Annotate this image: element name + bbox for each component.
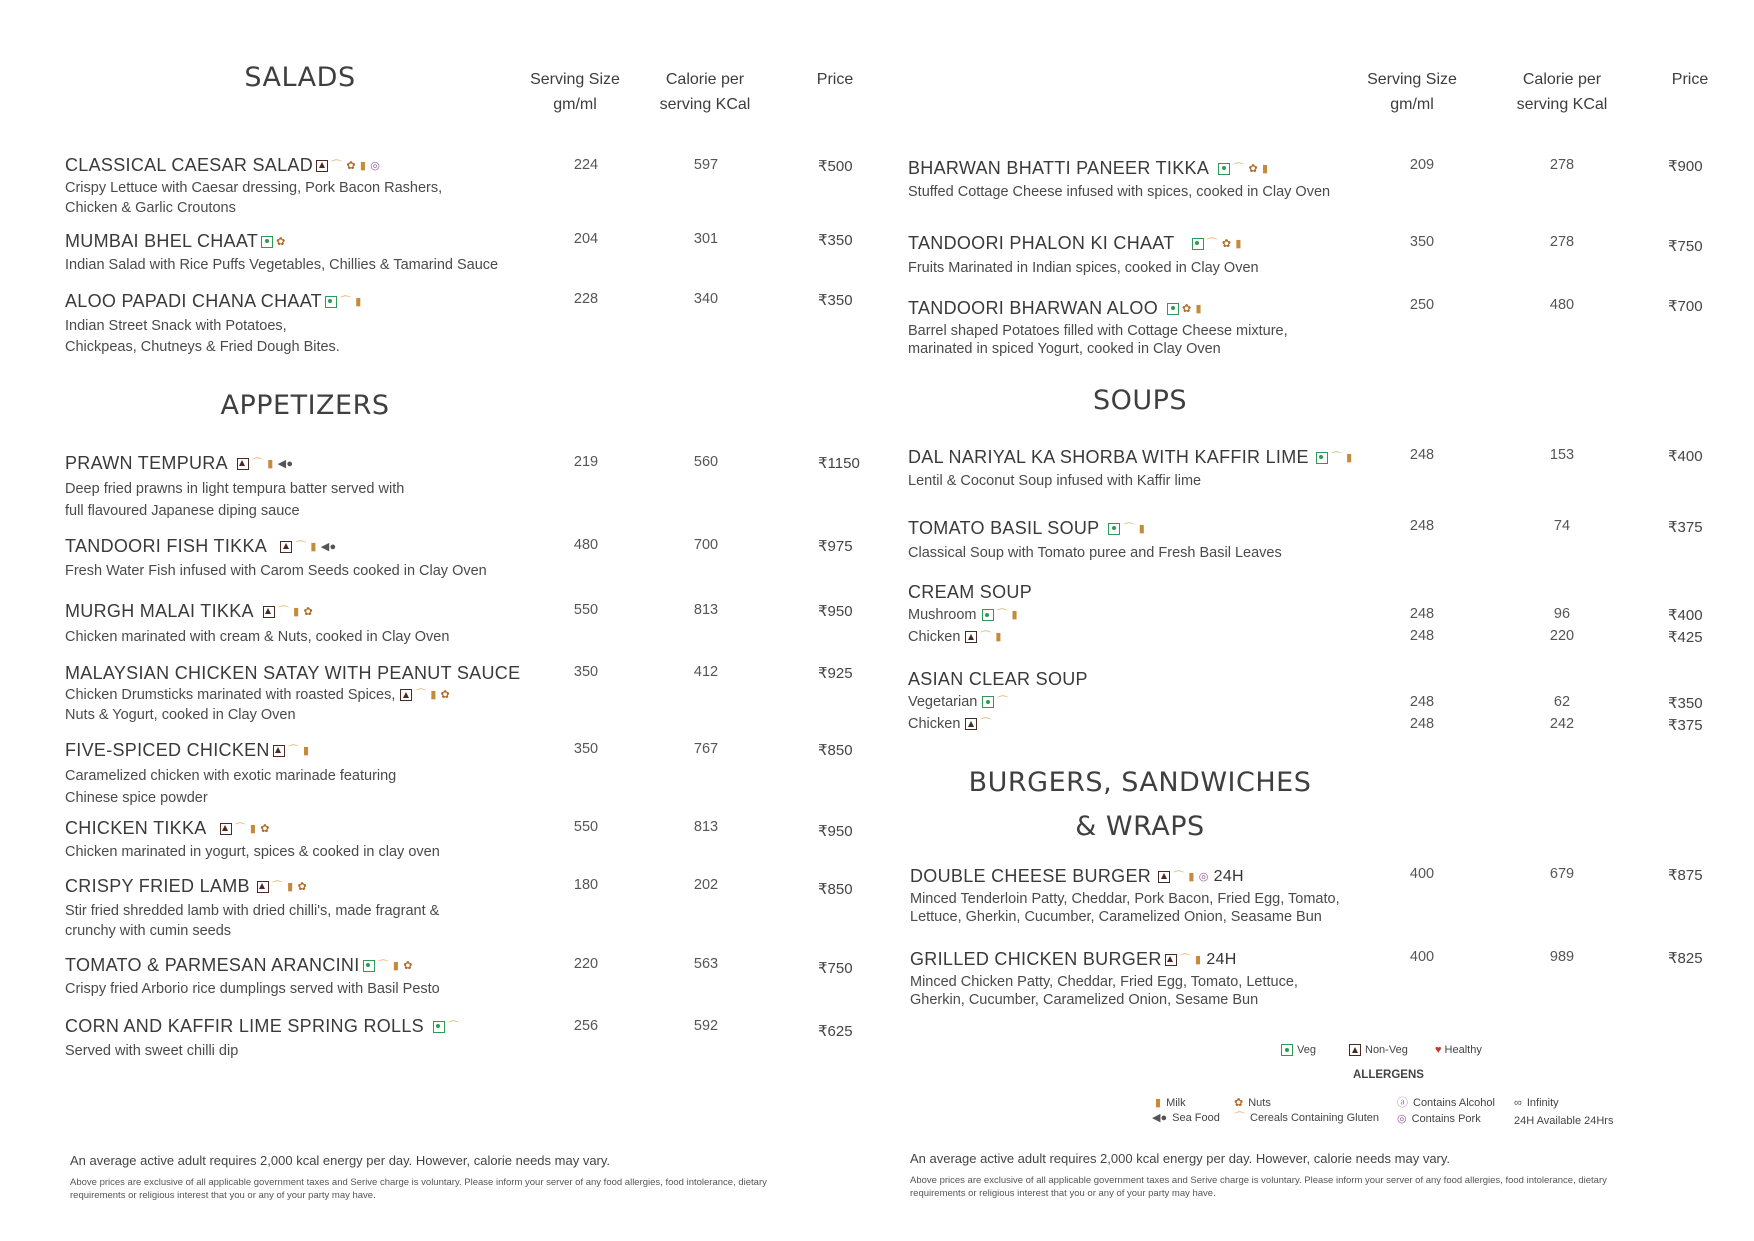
item-description: Fresh Water Fish infused with Carom Seeds cooked in Clay Oven: [65, 563, 487, 579]
item-calories: 242: [1549, 716, 1575, 732]
nonveg-icon: [1165, 954, 1177, 966]
veg-icon: [1108, 523, 1120, 535]
gluten-icon: ⌒: [287, 744, 300, 757]
item-serving-size: 350: [1409, 234, 1435, 250]
item-serving-size: 228: [573, 291, 599, 307]
item-calories: 220: [1549, 628, 1575, 644]
legend-nonveg: Non-Veg: [1348, 1044, 1408, 1056]
legend-24h: 24H Available 24Hrs: [1514, 1115, 1614, 1127]
header-serving-size: Serving Size gm/ml: [530, 71, 620, 113]
pork-icon: ◎: [1397, 1113, 1407, 1125]
nuts-icon: ✿: [303, 605, 314, 618]
item-24h-tag: 24H: [1213, 867, 1244, 885]
header-price-right: Price: [1671, 71, 1709, 88]
item-serving-size: 250: [1409, 297, 1435, 313]
item-name: TOMATO BASIL SOUP: [908, 518, 1100, 538]
item-name: CLASSICAL CAESAR SALAD: [65, 155, 314, 175]
item-serving-size: 248: [1409, 518, 1435, 534]
gluten-icon: ⌒: [1330, 451, 1343, 464]
veg-icon: [1192, 238, 1204, 250]
item-calories: 597: [693, 157, 719, 173]
nonveg-icon: [400, 689, 412, 701]
milk-icon: ▮: [430, 689, 437, 701]
menu-item: [65, 818, 585, 862]
footer-energy-note: An average active adult requires 2,000 kcal energy per day. However, calorie needs may vary.: [70, 1153, 611, 1168]
item-price: ₹950: [818, 823, 853, 840]
milk-icon: ▮: [1138, 522, 1146, 535]
item-calories: 563: [693, 956, 719, 972]
item-price: ₹350: [1668, 695, 1703, 712]
item-price: ₹625: [818, 1023, 853, 1040]
item-name: MUMBAI BHEL CHAAT: [65, 231, 259, 251]
milk-icon: ▮: [1346, 451, 1353, 464]
gluten-icon: ⌒: [251, 457, 264, 470]
milk-icon: ▮: [1188, 870, 1195, 883]
footer-energy-note-right: An average active adult requires 2,000 kcal energy per day. However, calorie needs may vary.: [910, 1151, 1451, 1166]
gluten-icon: ⌒: [415, 689, 427, 701]
item-description: Chicken Drumsticks marinated with roasted Spices,: [65, 687, 396, 703]
veg-icon: [982, 609, 994, 621]
menu-item: [908, 582, 1032, 647]
legend-pork: ◎ Contains Pork: [1397, 1113, 1481, 1125]
item-price: ₹425: [1668, 629, 1703, 646]
nuts-icon: ✿: [1248, 162, 1258, 175]
item-variant: Chicken: [908, 629, 961, 645]
item-name: TOMATO & PARMESAN ARANCINI: [65, 955, 360, 975]
menu-item: [910, 866, 1390, 926]
item-name: GRILLED CHICKEN BURGER: [910, 949, 1162, 969]
item-description: Indian Street Snack with Potatoes, Chickpeas, Chutneys & Fried Dough Bites.: [65, 318, 340, 355]
header-calorie-right: Calorie per serving KCal: [1516, 71, 1608, 113]
veg-icon: [982, 696, 994, 708]
item-price: ₹350: [818, 232, 853, 249]
item-serving-size: 219: [573, 454, 599, 470]
item-name: CORN AND KAFFIR LIME SPRING ROLLS: [65, 1016, 424, 1036]
nuts-icon: ✿: [403, 959, 413, 972]
item-name: FIVE-SPICED CHICKEN: [65, 740, 270, 760]
section-salads: SALADS: [244, 62, 356, 93]
seafood-icon: ◀●: [277, 457, 294, 470]
milk-icon: ▮: [359, 159, 367, 172]
item-variant: Chicken: [908, 716, 961, 732]
item-description: Barrel shaped Potatoes filled with Cottage Cheese mixture, marinated in spiced Yogurt, cooked in Clay Oven: [908, 323, 1288, 357]
nuts-icon: ✿: [440, 689, 450, 701]
item-description: Chicken marinated in yogurt, spices & cooked in clay oven: [65, 844, 440, 860]
menu-item: [908, 158, 1428, 202]
gluten-icon: ⌒: [447, 1020, 460, 1033]
veg-icon: [1218, 163, 1230, 175]
gluten-icon: ⌒: [234, 822, 246, 835]
gluten-icon: ⌒: [1173, 870, 1185, 883]
section-wraps: & WRAPS: [1075, 811, 1205, 842]
item-calories: 989: [1549, 949, 1575, 965]
legend-alcohol: ⓐ Contains Alcohol: [1397, 1097, 1495, 1109]
milk-icon: ▮: [1011, 609, 1018, 621]
item-name: PRAWN TEMPURA: [65, 453, 228, 473]
milk-icon: ▮: [1155, 1097, 1162, 1109]
legend-veg: Veg: [1280, 1044, 1316, 1056]
nonveg-icon: [273, 745, 285, 757]
item-description: Classical Soup with Tomato puree and Fresh Basil Leaves: [908, 545, 1282, 561]
gluten-icon: ⌒: [1234, 1112, 1245, 1124]
item-calories: 153: [1549, 447, 1575, 463]
item-price: ₹1150: [818, 455, 860, 472]
menu-item: [65, 876, 485, 941]
item-name: CHICKEN TIKKA: [65, 818, 207, 838]
footer-tax-note: Above prices are exclusive of all applicable government taxes and Serive charge is voluntary. Please inform your server of any food allergies, food intolerance, dietary requirements or religious interest that you or any of your party may have.: [70, 1177, 767, 1201]
gluten-icon: ⌒: [1123, 522, 1135, 535]
gluten-icon: ⌒: [1206, 237, 1218, 250]
menu-item: [65, 231, 585, 275]
nuts-icon: ✿: [346, 159, 356, 172]
item-price: ₹375: [1668, 717, 1703, 734]
milk-icon: ▮: [392, 959, 400, 972]
item-calories: 767: [693, 741, 719, 757]
item-description: Caramelized chicken with exotic marinade featuring Chinese spice powder: [65, 768, 397, 806]
pork-icon: ◎: [1198, 870, 1209, 883]
item-calories: 301: [693, 231, 719, 247]
item-serving-size: 209: [1409, 157, 1435, 173]
seafood-icon: ◀●: [320, 540, 337, 553]
milk-icon: ▮: [355, 295, 362, 308]
legend-seafood: ◀● Sea Food: [1152, 1112, 1220, 1124]
item-calories: 96: [1553, 606, 1571, 622]
item-description: Served with sweet chilli dip: [65, 1043, 239, 1059]
infinity-icon: ∞: [1514, 1097, 1522, 1109]
item-serving-size: 550: [573, 602, 599, 618]
item-calories: 700: [693, 537, 719, 553]
legend-gluten: ⌒ Cereals Containing Gluten: [1234, 1112, 1380, 1124]
milk-icon: ▮: [293, 605, 300, 618]
milk-icon: ▮: [310, 540, 317, 553]
item-price: ₹825: [1668, 950, 1703, 967]
nuts-icon: ✿: [1182, 302, 1192, 315]
item-name: DAL NARIYAL KA SHORBA WITH KAFFIR LIME: [908, 447, 1309, 467]
item-price: ₹850: [818, 742, 853, 759]
menu-item: [65, 536, 585, 581]
menu-item: [65, 955, 585, 999]
menu-item: [65, 740, 435, 809]
item-calories: 592: [693, 1018, 719, 1034]
item-description: Crispy fried Arborio rice dumplings served with Basil Pesto: [65, 981, 440, 997]
item-calories: 813: [693, 602, 719, 618]
pork-icon: ◎: [370, 159, 381, 172]
gluten-icon: ⌒: [331, 159, 343, 172]
veg-icon: [1167, 303, 1179, 315]
item-name: ALOO PAPADI CHANA CHAAT: [65, 291, 322, 311]
gluten-icon: ⌒: [271, 880, 284, 893]
nonveg-icon: [257, 881, 269, 893]
legend-allergens-title: ALLERGENS: [1353, 1069, 1424, 1081]
item-description: Stuffed Cottage Cheese infused with spices, cooked in Clay Oven: [908, 184, 1331, 200]
item-price: ₹975: [818, 538, 853, 555]
section-burgers: BURGERS, SANDWICHES: [968, 767, 1312, 798]
item-calories: 679: [1549, 866, 1575, 882]
item-24h-tag: 24H: [1206, 950, 1237, 968]
item-description: Chicken marinated with cream & Nuts, cooked in Clay Oven: [65, 629, 450, 645]
item-description: Minced Tenderloin Patty, Cheddar, Pork Bacon, Fried Egg, Tomato, Lettuce, Gherkin, Cucumber, Caramelized Onion, Seasame Bun: [910, 891, 1340, 925]
gluten-icon: ⌒: [997, 696, 1009, 708]
legend-nuts: ✿ Nuts: [1234, 1097, 1271, 1109]
menu-item: [65, 663, 520, 725]
item-price: ₹875: [1668, 867, 1703, 884]
nonveg-icon: [280, 541, 292, 553]
menu-item: [910, 949, 1330, 1009]
veg-icon: [363, 960, 375, 972]
item-serving-size: 204: [573, 231, 599, 247]
item-description: Crispy Lettuce with Caesar dressing, Pork Bacon Rashers, Chicken & Garlic Croutons: [65, 180, 443, 216]
veg-icon: [1281, 1044, 1293, 1056]
item-price: ₹750: [1668, 238, 1703, 255]
item-description: Lentil & Coconut Soup infused with Kaffir lime: [908, 473, 1202, 489]
gluten-icon: ⌒: [1179, 953, 1191, 966]
gluten-icon: ⌒: [1233, 162, 1245, 175]
veg-icon: [1316, 452, 1328, 464]
gluten-icon: ⌒: [295, 540, 307, 553]
item-serving-size: 400: [1409, 949, 1435, 965]
item-price: ₹700: [1668, 298, 1703, 315]
section-soups: SOUPS: [1092, 385, 1188, 416]
item-calories: 813: [693, 819, 719, 835]
milk-icon: ▮: [1195, 302, 1202, 315]
item-description: Deep fried prawns in light tempura batter served with full flavoured Japanese diping sauce: [65, 481, 405, 519]
item-name: CRISPY FRIED LAMB: [65, 876, 250, 896]
menu-item: [908, 298, 1328, 358]
milk-icon: ▮: [287, 880, 294, 893]
nonveg-icon: [1349, 1044, 1361, 1056]
gluten-icon: ⌒: [277, 605, 290, 618]
menu-item: [908, 233, 1428, 278]
item-serving-size: 220: [573, 956, 599, 972]
nonveg-icon: [263, 606, 275, 618]
header-price: Price: [816, 71, 854, 88]
milk-icon: ▮: [1235, 237, 1242, 250]
item-name: BHARWAN BHATTI PANEER TIKKA: [908, 158, 1210, 178]
menu-item: [908, 447, 1428, 491]
veg-icon: [433, 1021, 445, 1033]
section-appetizers: APPETIZERS: [220, 390, 390, 421]
item-serving-size: 248: [1409, 447, 1435, 463]
item-description-line2: Nuts & Yogurt, cooked in Clay Oven: [65, 707, 296, 723]
item-calories: 62: [1553, 694, 1571, 710]
veg-icon: [325, 296, 337, 308]
item-name: TANDOORI FISH TIKKA: [65, 536, 268, 556]
legend-healthy: ♥ Healthy: [1435, 1044, 1482, 1056]
item-name: ASIAN CLEAR SOUP: [908, 669, 1088, 689]
veg-icon: [261, 236, 273, 248]
menu-item: [65, 453, 405, 522]
nonveg-icon: [220, 823, 232, 835]
item-name: TANDOORI PHALON KI CHAAT: [908, 233, 1175, 253]
item-price: ₹900: [1668, 158, 1703, 175]
footer-tax-note-right: Above prices are exclusive of all applicable government taxes and Serive charge is voluntary. Please inform your server of any food allergies, food intolerance, dietary requirements or religious interest that you or any of your party may have.: [910, 1175, 1607, 1199]
menu-item: [65, 155, 485, 218]
item-name: CREAM SOUP: [908, 582, 1033, 602]
item-serving-size: 480: [573, 537, 599, 553]
menu-item: [65, 291, 364, 358]
item-serving-size: 248: [1409, 628, 1435, 644]
milk-icon: ▮: [303, 744, 310, 757]
item-calories: 480: [1549, 297, 1575, 313]
nuts-icon: ✿: [276, 235, 286, 248]
gluten-icon: ⌒: [980, 718, 992, 730]
item-price: ₹750: [818, 960, 853, 977]
gluten-icon: ⌒: [980, 631, 992, 643]
menu-item: [908, 518, 1428, 563]
item-serving-size: 248: [1409, 716, 1435, 732]
item-price: ₹500: [818, 158, 853, 175]
nuts-icon: ✿: [260, 822, 270, 835]
item-price: ₹950: [818, 603, 853, 620]
item-name: DOUBLE CHEESE BURGER: [910, 866, 1152, 886]
item-calories: 560: [693, 454, 719, 470]
item-name: TANDOORI BHARWAN ALOO: [908, 298, 1159, 318]
milk-icon: ▮: [267, 457, 274, 470]
item-name: MALAYSIAN CHICKEN SATAY WITH PEANUT SAUCE: [65, 663, 521, 683]
gluten-icon: ⌒: [377, 959, 389, 972]
menu-item: [65, 1016, 585, 1061]
item-price: ₹400: [1668, 607, 1703, 624]
gluten-icon: ⌒: [996, 609, 1008, 621]
item-name: MURGH MALAI TIKKA: [65, 601, 254, 621]
heart-icon: ♥: [1435, 1044, 1442, 1056]
item-price: ₹850: [818, 881, 853, 898]
legend-infinity: ∞ Infinity: [1514, 1097, 1559, 1109]
nonveg-icon: [1158, 871, 1170, 883]
item-calories: 340: [693, 291, 719, 307]
item-serving-size: 248: [1409, 694, 1435, 710]
item-serving-size: 256: [573, 1018, 599, 1034]
item-description: Minced Chicken Patty, Cheddar, Fried Egg, Tomato, Lettuce, Gherkin, Cucumber, Caramelized Onion, Sesame Bun: [910, 974, 1298, 1008]
item-price: ₹350: [818, 292, 853, 309]
seafood-icon: ◀●: [1152, 1112, 1168, 1124]
item-description: Fruits Marinated in Indian spices, cooked in Clay Oven: [908, 260, 1259, 276]
item-variant: Mushroom: [908, 607, 977, 623]
item-serving-size: 180: [573, 877, 599, 893]
item-serving-size: 224: [573, 157, 599, 173]
nonveg-icon: [965, 631, 977, 643]
item-serving-size: 350: [573, 741, 599, 757]
item-variant: Vegetarian: [908, 694, 978, 710]
item-calories: 278: [1549, 157, 1575, 173]
item-price: ₹925: [818, 665, 853, 682]
item-serving-size: 350: [573, 664, 599, 680]
item-calories: 278: [1549, 234, 1575, 250]
item-calories: 74: [1553, 518, 1571, 534]
menu-item: [65, 601, 585, 647]
milk-icon: ▮: [1194, 953, 1202, 966]
header-serving-size-right: Serving Size gm/ml: [1367, 71, 1457, 113]
item-description: Stir fried shredded lamb with dried chilli's, made fragrant & crunchy with cumin seeds: [65, 903, 440, 939]
item-serving-size: 550: [573, 819, 599, 835]
nuts-icon: ✿: [297, 880, 308, 893]
alcohol-icon: ⓐ: [1397, 1097, 1408, 1109]
item-calories: 202: [693, 877, 719, 893]
gluten-icon: ⌒: [339, 295, 352, 308]
nuts-icon: ✿: [1221, 237, 1232, 250]
nonveg-icon: [237, 458, 249, 470]
item-description: Indian Salad with Rice Puffs Vegetables, Chillies & Tamarind Sauce: [65, 257, 499, 273]
nonveg-icon: [965, 718, 977, 730]
item-price: ₹375: [1668, 519, 1703, 536]
nonveg-icon: [316, 160, 328, 172]
milk-icon: ▮: [249, 822, 257, 835]
legend-milk: ▮ Milk: [1155, 1097, 1186, 1109]
item-price: ₹400: [1668, 448, 1703, 465]
item-calories: 412: [693, 664, 719, 680]
item-serving-size: 400: [1409, 866, 1435, 882]
header-calorie: Calorie per serving KCal: [659, 71, 751, 113]
milk-icon: ▮: [995, 631, 1002, 643]
item-serving-size: 248: [1409, 606, 1435, 622]
milk-icon: ▮: [1262, 162, 1269, 175]
menu-item: [908, 669, 1088, 734]
nuts-icon: ✿: [1234, 1097, 1244, 1109]
